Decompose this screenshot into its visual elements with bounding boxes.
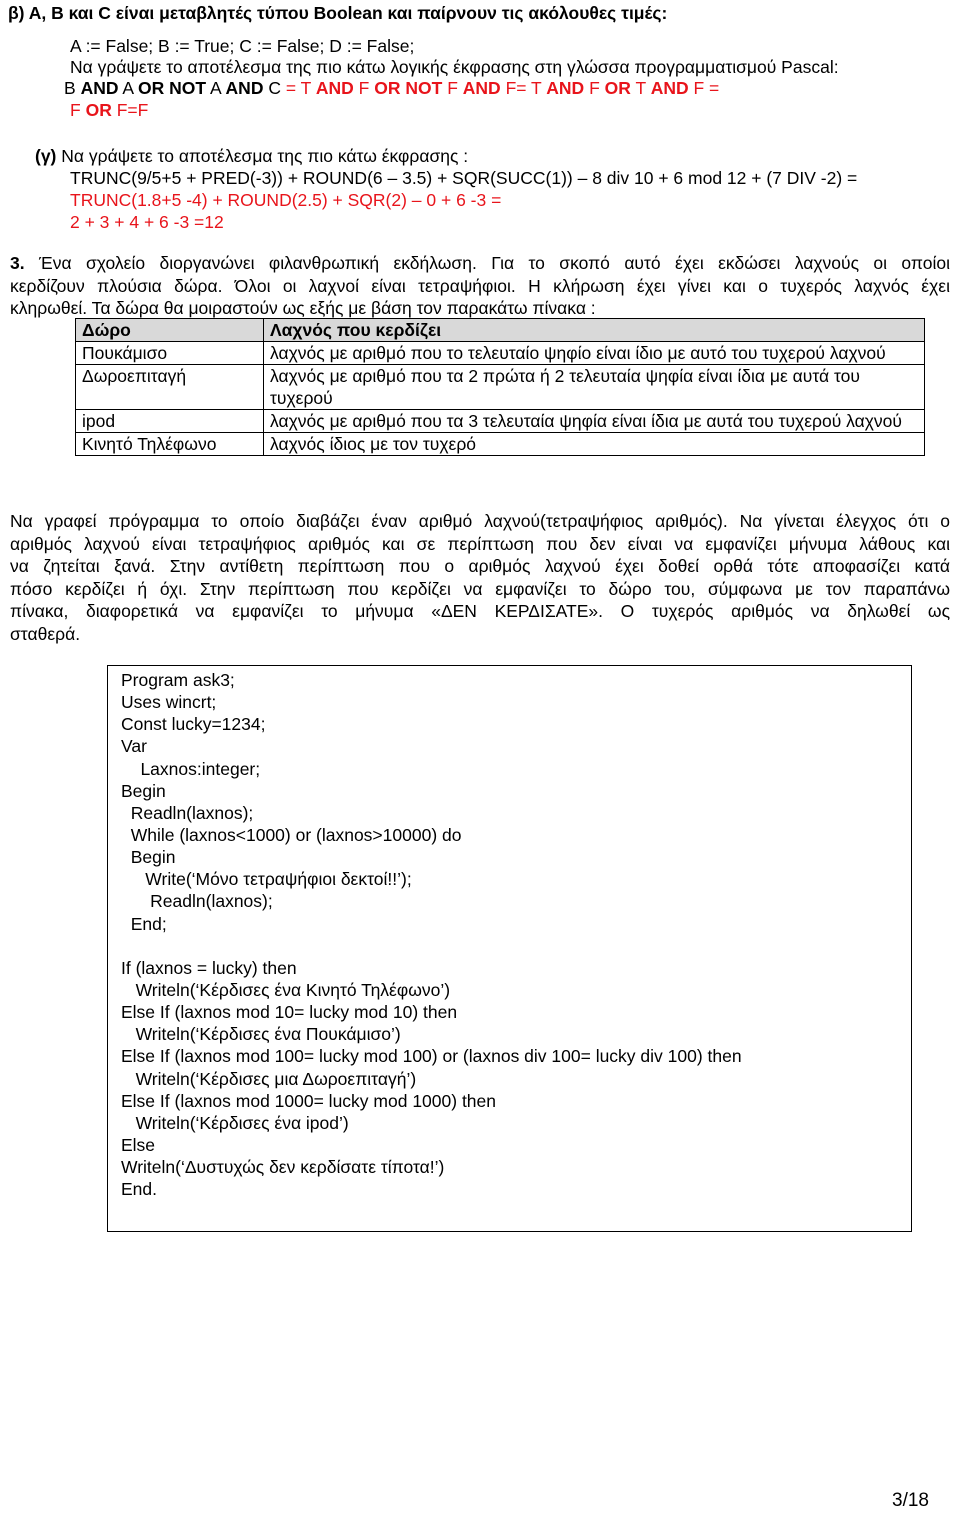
code-line-blank <box>121 935 742 957</box>
task-description <box>10 510 950 645</box>
page-number: 3/18 <box>892 1490 929 1511</box>
table-header-row <box>76 319 925 342</box>
task-line: πόσο κερδίζει ή όχι. Στην περίπτωση που κερδίζει να εμφανίζει το δώρο του, σύμφωνα με τον παραπάνω <box>10 578 950 599</box>
intro-line-2: κερδίζουν πλούσια δώρα. Όλοι οι λαχνοί είναι τετραψήφιοι. Η κλήρωση έχει γίνει και ο τυχερός λαχνός έχει <box>10 275 950 296</box>
intro-line-1: 3. Ένα σχολείο διοργανώνει φιλανθρωπική εκδήλωση. Για το σκοπό αυτό έχει εκδώσει λαχνούς οι οποίοι <box>10 253 950 273</box>
table-row <box>76 365 925 410</box>
pascal-code-box <box>107 665 912 1232</box>
task-line: Να γραφεί πρόγραμμα το οποίο διαβάζει έναν αριθμό λαχνού(τετραψήφιος αριθμός). Να γίνεται έλεγχος ότι ο <box>10 511 950 531</box>
code-line: Begin <box>121 780 166 801</box>
code-line: Begin <box>121 847 176 868</box>
pascal-code <box>121 669 742 1200</box>
table-cell-rule: λαχνός με αριθμό που τα 2 πρώτα ή 2 τελευταία ψηφία είναι ίδια με αυτά του τυχερού <box>264 365 925 410</box>
task-line: να ζητείται ξανά. Στην αντίθετη περίπτωση που ο αριθμός λαχνού έχει δοθεί ορθά τότε αποφασίζει κατά <box>10 556 950 576</box>
section-b-heading: β) Α, Β και C είναι μεταβλητές τύπου Boolean και παίρνουν τις ακόλουθες τιμές: <box>8 3 668 23</box>
task-line: σταθερά. <box>10 623 81 644</box>
table-header-prize: Δώρο <box>76 319 264 342</box>
prize-table <box>75 318 925 456</box>
code-line: Program ask3; <box>121 670 235 690</box>
table-header-winning-ticket: Λαχνός που κερδίζει <box>264 319 925 342</box>
answer-part-1: = T AND F OR NOT F AND F= T AND F OR T AND F = <box>285 78 720 98</box>
task-line: αριθμός λαχνού είναι τετραψήφιος αριθμός και σε περίπτωση που δεν είναι να εμφανίζει μήνυμα λάθους και <box>10 533 950 554</box>
code-line: End. <box>121 1179 157 1200</box>
code-line: Laxnos:integer; <box>121 758 261 779</box>
section-c-heading: (γ) Να γράψετε το αποτέλεσμα της πιο κάτω έκφρασης : <box>35 146 469 166</box>
code-line: Writeln(‘Δυστυχώς δεν κερδίσατε τίποτα!’) <box>121 1157 445 1178</box>
code-line: Else If (laxnos mod 1000= lucky mod 1000) then <box>121 1090 497 1111</box>
intro-line-3: κληρωθεί. Τα δώρα θα μοιραστούν ως εξής με βάση τον παρακάτω πίνακα : <box>10 298 596 318</box>
code-line: Uses wincrt; <box>121 692 217 713</box>
table-cell-rule: λαχνός με αριθμό που τα 3 τελευταία ψηφία είναι ίδια με αυτά του τυχερού λαχνού <box>264 410 925 433</box>
code-line: Writeln(‘Κέρδισες μια Δωροεπιταγή’) <box>121 1068 417 1089</box>
table-cell-prize: Δωροεπιταγή <box>76 365 264 410</box>
code-line: Writeln(‘Κέρδισες ένα ipod’) <box>121 1112 349 1133</box>
table-cell-rule: λαχνός ίδιος με τον τυχερό <box>264 433 925 456</box>
task-line: πίνακα, διαφορετικά να εμφανίζει το μήνυμα «ΔΕΝ ΚΕΡΔΙΣΑΤΕ». Ο τυχερός αριθμός να δηλωθεί ως <box>10 601 950 621</box>
code-line: Const lucky=1234; <box>121 714 266 735</box>
code-line: Writeln(‘Κέρδισες ένα Κινητό Τηλέφωνο’) <box>121 979 451 1000</box>
section-3-intro <box>10 252 950 320</box>
table-cell-prize: ipod <box>76 410 264 433</box>
code-line: While (laxnos<1000) or (laxnos>10000) do <box>121 824 462 845</box>
code-line: Else If (laxnos mod 100= lucky mod 100) or (laxnos div 100= lucky div 100) then <box>121 1046 742 1067</box>
table-row <box>76 410 925 433</box>
code-line: End; <box>121 913 167 934</box>
code-line: Readln(laxnos); <box>121 802 254 823</box>
code-line: If (laxnos = lucky) then <box>121 957 297 978</box>
section-c-step2: 2 + 3 + 4 + 6 -3 =12 <box>70 212 224 232</box>
section-c-expression: TRUNC(9/5+5 + PRED(-3)) + ROUND(6 – 3.5) + SQR(SUCC(1)) – 8 div 10 + 6 mod 12 + (7 DIV -2) = <box>70 168 858 188</box>
code-line: Else <box>121 1134 156 1155</box>
code-line: Write(‘Μόνο τετραψήφιοι δεκτοί!!’); <box>121 869 412 890</box>
table-cell-rule: λαχνός με αριθμό που το τελευταίο ψηφίο είναι ίδιο με αυτό του τυχερού λαχνού <box>264 342 925 365</box>
table-cell-prize: Πουκάμισο <box>76 342 264 365</box>
table-row <box>76 342 925 365</box>
section-b-values: A := False; B := True; C := False; D := False; <box>70 36 415 56</box>
table-row <box>76 433 925 456</box>
code-line: Else If (laxnos mod 10= lucky mod 10) then <box>121 1002 458 1023</box>
section-c-step1: TRUNC(1.8+5 -4) + ROUND(2.5) + SQR(2) – 0 + 6 -3 = <box>70 190 502 210</box>
code-line: Var <box>121 736 147 757</box>
code-line: Writeln(‘Κέρδισες ένα Πουκάμισο’) <box>121 1024 401 1045</box>
answer-part-2: F OR F=F <box>70 100 149 120</box>
section-b-instruction: Να γράψετε το αποτέλεσμα της πιο κάτω λογικής έκφρασης στη γλώσσα προγραμματισμού Pascal: <box>70 57 839 77</box>
table-cell-prize: Κινητό Τηλέφωνο <box>76 433 264 456</box>
code-line: Readln(laxnos); <box>121 891 273 912</box>
section-b-expression-answer: B AND A OR NOT A AND C = T AND F OR NOT F AND F= T AND F OR T AND F = <box>64 78 720 98</box>
